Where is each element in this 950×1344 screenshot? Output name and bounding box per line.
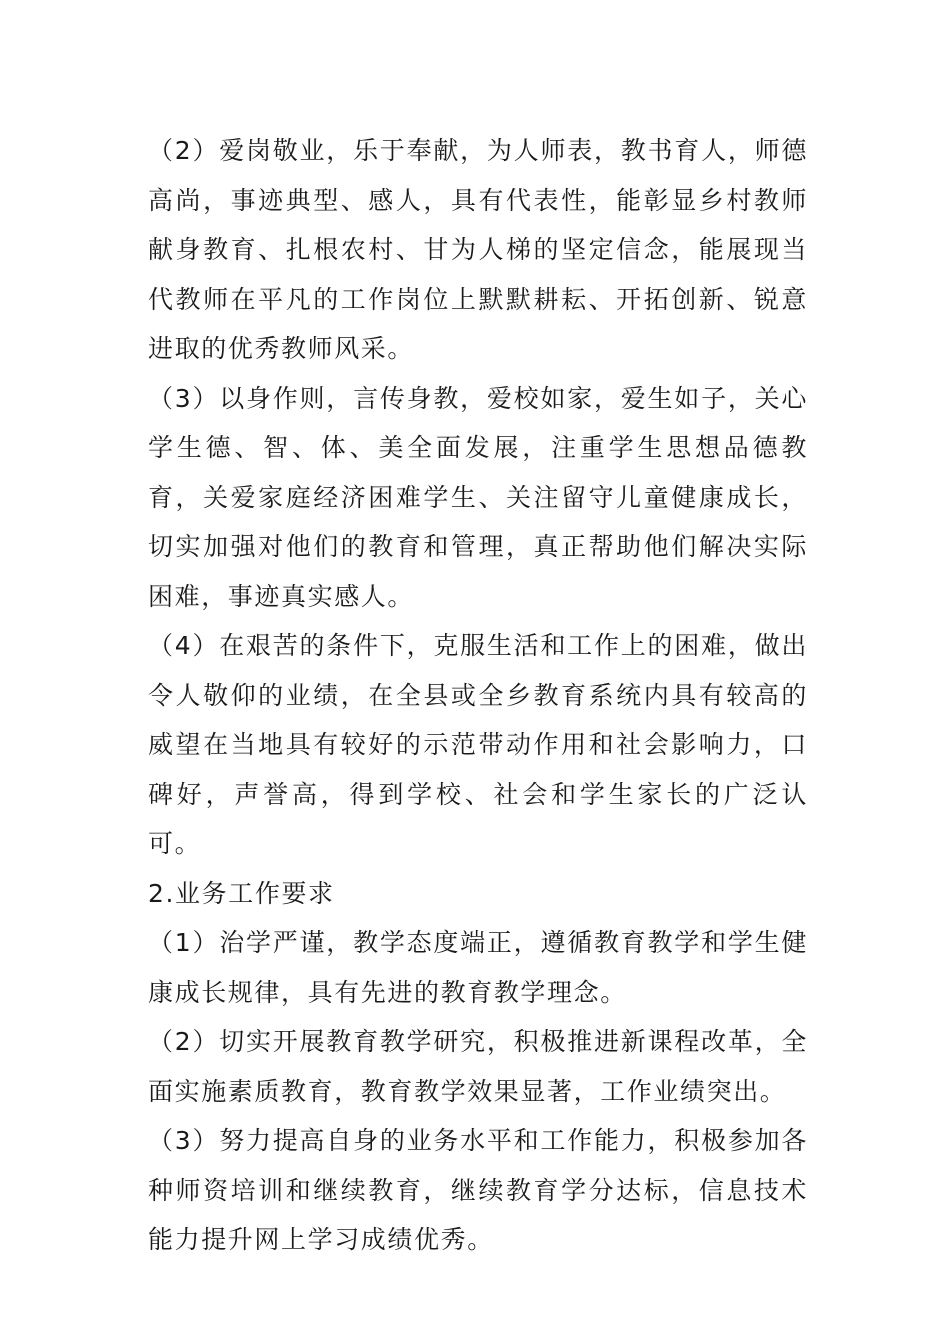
paragraph-item-3: （3）以身作则，言传身教，爱校如家，爱生如子，关心学生德、智、体、美全面发展，注重学生思想品德教育，关爱家庭经济困难学生、关注留守儿童健康成长，切实加强对他们的教育和管理，真正帮助他们解决实际困难，事迹真实感人。 bbox=[148, 383, 808, 611]
requirement-item-1: （1）治学严谨，教学态度端正，遵循教育教学和学生健康成长规律，具有先进的教育教学理念。 bbox=[148, 928, 808, 1007]
section-heading: 2.业务工作要求 bbox=[148, 878, 335, 908]
paragraph-item-2: （2）爱岗敬业，乐于奉献，为人师表，教书育人，师德高尚，事迹典型、感人，具有代表性，能彰显乡村教师献身教育、扎根农村、甘为人梯的坚定信念，能展现当代教师在平凡的工作岗位上默默耕耘、开拓创新、锐意进取的优秀教师风采。 bbox=[148, 136, 808, 363]
requirement-item-3: （3）努力提高自身的业务水平和工作能力，积极参加各种师资培训和继续教育，继续教育学分达标，信息技术能力提升网上学习成绩优秀。 bbox=[148, 1126, 808, 1254]
paragraph-item-4: （4）在艰苦的条件下，克服生活和工作上的困难，做出令人敬仰的业绩，在全县或全乡教育系统内具有较高的威望在当地具有较好的示范带动作用和社会影响力，口碑好，声誉高，得到学校、社会和学生家长的广泛认可。 bbox=[148, 631, 808, 858]
requirement-item-2: （2）切实开展教育教学研究，积极推进新课程改革，全面实施素质教育，教育教学效果显著，工作业绩突出。 bbox=[148, 1027, 808, 1106]
document-page bbox=[148, 126, 808, 1265]
